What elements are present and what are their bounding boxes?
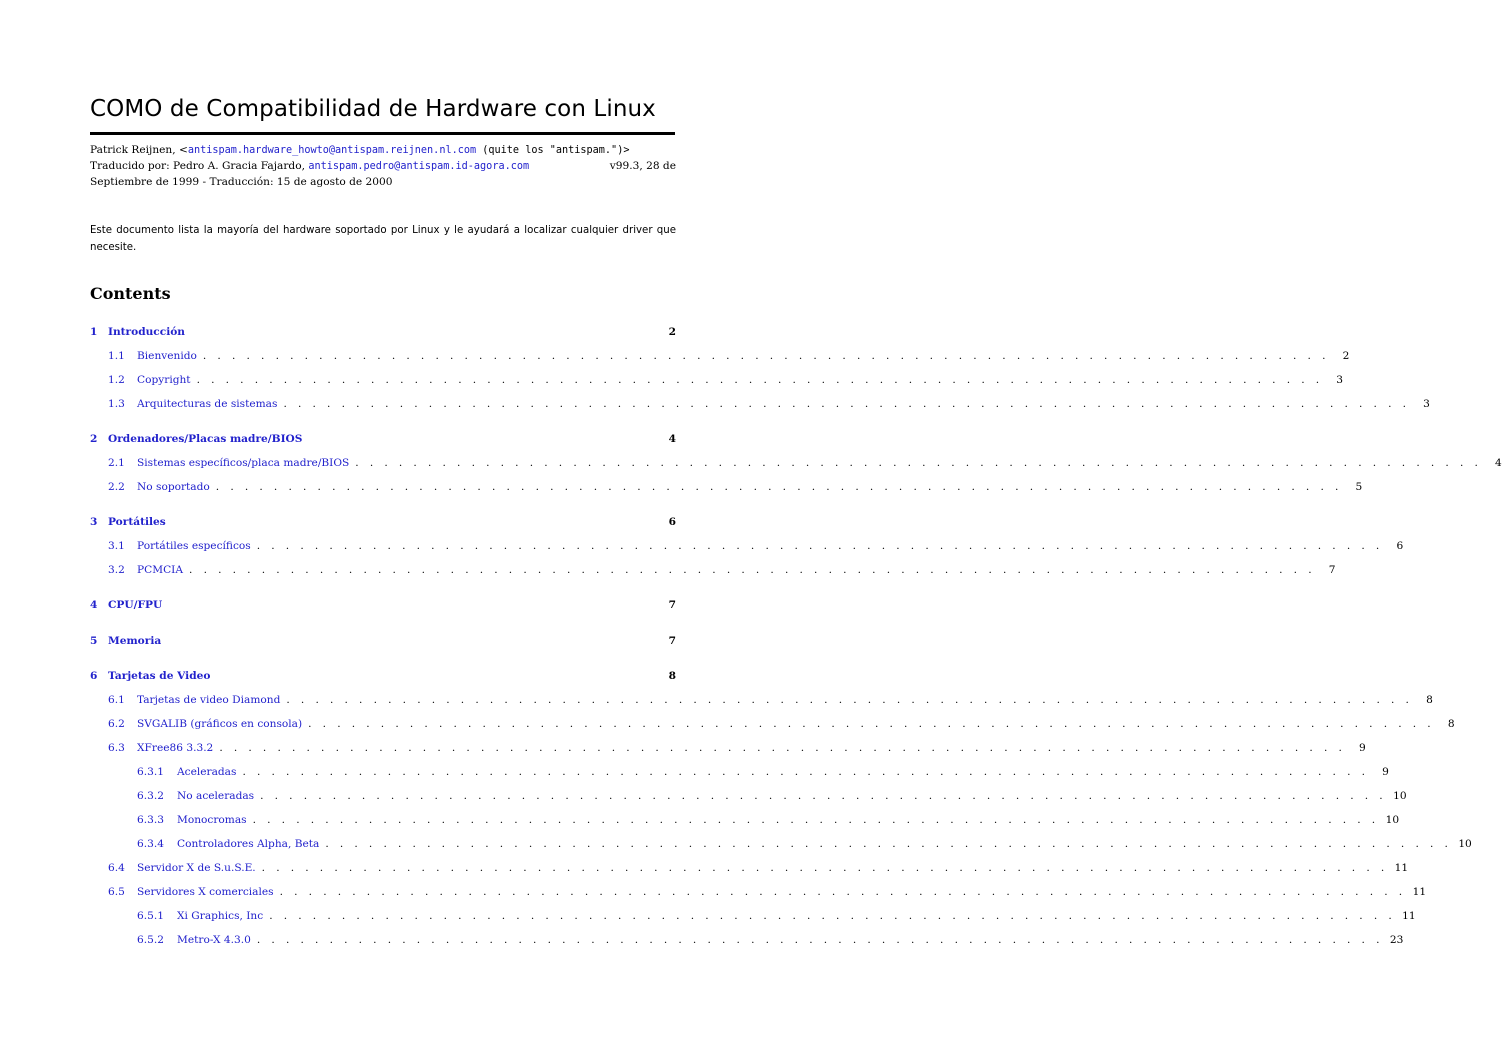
toc-number: 1.2	[108, 374, 125, 386]
toc-leader: . . . . . . . . . . . . . . . . . . . . . . . . . . . . . . . . . . . . . . . . . . . . . . . . . . . . . . . . . . . . . . . . . . . . . . . . . . . . . .	[283, 398, 1410, 410]
toc-title[interactable]: No soportado	[137, 481, 210, 493]
toc-title[interactable]: Portátiles específicos	[137, 540, 251, 552]
toc-entry[interactable]	[90, 599, 676, 615]
toc-number: 3.1	[108, 540, 125, 552]
author-block	[90, 142, 676, 190]
toc-number: 6.5	[108, 886, 125, 898]
toc-page: 2	[1342, 350, 1350, 362]
toc-entry[interactable]	[90, 838, 1472, 854]
toc-leader: . . . . . . . . . . . . . . . . . . . . . . . . . . . . . . . . . . . . . . . . . . . . . . . . . . . . . . . . . . . . . . . . . . . . . . . . . . . . . .	[256, 540, 1384, 552]
toc-title[interactable]: Metro-X 4.3.0	[177, 934, 251, 946]
toc-page: 4	[668, 433, 676, 445]
toc-entry[interactable]	[90, 398, 1430, 414]
contents-heading: Contents	[90, 284, 171, 303]
toc-page: 9	[1382, 766, 1389, 778]
toc-entry[interactable]	[90, 326, 676, 342]
toc-title[interactable]: No aceleradas	[177, 790, 255, 802]
toc-page: 23	[1389, 934, 1404, 946]
toc-entry[interactable]	[90, 374, 1344, 390]
toc-title[interactable]: Sistemas específicos/placa madre/BIOS	[137, 457, 350, 469]
toc-leader: . . . . . . . . . . . . . . . . . . . . . . . . . . . . . . . . . . . . . . . . . . . . . . . . . . . . . . . . . . . . . . . . . . . . . . . . . . . . . .	[261, 862, 1389, 874]
toc-page: 11	[1394, 862, 1409, 874]
toc-number: 2	[90, 433, 98, 445]
toc-number: 1.1	[108, 350, 125, 362]
toc-leader: . . . . . . . . . . . . . . . . . . . . . . . . . . . . . . . . . . . . . . . . . . . . . . . . . . . . . . . . . . . . . . . . . . . . . . . . . . . . . .	[196, 374, 1324, 386]
toc-title[interactable]: Bienvenido	[137, 350, 197, 362]
toc-title[interactable]: PCMCIA	[137, 564, 184, 576]
toc-title[interactable]: Ordenadores/Placas madre/BIOS	[108, 433, 303, 445]
toc-page: 6	[1396, 540, 1404, 552]
toc-entry[interactable]	[90, 564, 1336, 580]
toc-page: 7	[1328, 564, 1336, 576]
toc-page: 7	[668, 635, 676, 647]
author-line	[90, 142, 676, 158]
toc-leader: . . . . . . . . . . . . . . . . . . . . . . . . . . . . . . . . . . . . . . . . . . . . . . . . . . . . . . . . . . . . . . . . . . . . . . . . . . . . . .	[308, 718, 1435, 730]
toc-number: 4	[90, 599, 98, 611]
translator-prefix: Traducido por: Pedro A. Gracia Fajardo,	[90, 160, 309, 172]
toc-entry[interactable]	[90, 862, 1409, 878]
toc-leader: . . . . . . . . . . . . . . . . . . . . . . . . . . . . . . . . . . . . . . . . . . . . . . . . . . . . . . . . . . . . . . . . . . . . . . . . . . . . . .	[202, 350, 1330, 362]
toc-entry[interactable]	[90, 766, 1389, 782]
toc-number: 6.3	[108, 742, 125, 754]
toc-number: 6.4	[108, 862, 125, 874]
toc-title[interactable]: Monocromas	[177, 814, 247, 826]
toc-number: 6.5.1	[137, 910, 164, 922]
toc-entry[interactable]	[90, 516, 676, 532]
version-info: v99.3, 28 de	[609, 160, 676, 172]
toc-number: 1	[90, 326, 98, 338]
toc-number: 6.2	[108, 718, 125, 730]
toc-entry[interactable]	[90, 433, 676, 449]
toc-entry[interactable]	[90, 540, 1404, 556]
toc-leader: . . . . . . . . . . . . . . . . . . . . . . . . . . . . . . . . . . . . . . . . . . . . . . . . . . . . . . . . . . . . . . . . . . . . . . . . . . . . . .	[286, 694, 1413, 706]
toc-leader: . . . . . . . . . . . . . . . . . . . . . . . . . . . . . . . . . . . . . . . . . . . . . . . . . . . . . . . . . . . . . . . . . . . . . . . . . . . . . .	[279, 886, 1407, 898]
toc-entry[interactable]	[90, 886, 1427, 902]
toc-leader: . . . . . . . . . . . . . . . . . . . . . . . . . . . . . . . . . . . . . . . . . . . . . . . . . . . . . . . . . . . . . . . . . . . . . . . . . . . . . .	[355, 457, 1482, 469]
toc-page: 5	[1355, 481, 1363, 493]
toc-title[interactable]: Aceleradas	[177, 766, 237, 778]
toc-title[interactable]: Xi Graphics, Inc	[177, 910, 264, 922]
toc-leader: . . . . . . . . . . . . . . . . . . . . . . . . . . . . . . . . . . . . . . . . . . . . . . . . . . . . . . . . . . . . . . . . . . . . . . . . . . . . . .	[252, 814, 1380, 826]
toc-title[interactable]: SVGALIB (gráficos en consola)	[137, 718, 303, 730]
toc-number: 1.3	[108, 398, 125, 410]
translator-line	[90, 158, 676, 174]
toc-entry[interactable]	[90, 457, 1502, 473]
toc-entry[interactable]	[90, 934, 1404, 950]
toc-number: 6.3.2	[137, 790, 164, 802]
toc-title[interactable]: Servidor X de S.u.S.E.	[137, 862, 256, 874]
toc-number: 6	[90, 670, 98, 682]
toc-page: 10	[1393, 790, 1407, 802]
author-note: (quite los "antispam.")>	[476, 145, 630, 156]
date-line: Septiembre de 1999 - Traducción: 15 de agosto de 2000	[90, 176, 393, 188]
toc-entry[interactable]	[90, 694, 1433, 710]
author-email-link[interactable]: antispam.hardware_howto@antispam.reijnen.nl.com	[187, 145, 477, 156]
toc-page: 10	[1458, 838, 1472, 850]
toc-number: 6.5.2	[137, 934, 164, 946]
toc-leader: . . . . . . . . . . . . . . . . . . . . . . . . . . . . . . . . . . . . . . . . . . . . . . . . . . . . . . . . . . . . . . . . . . . . . . . . . . . . . .	[260, 790, 1387, 802]
toc-entry[interactable]	[90, 481, 1363, 497]
toc-title[interactable]: Introducción	[108, 326, 186, 338]
toc-entry[interactable]	[90, 718, 1455, 734]
toc-title[interactable]: Portátiles	[108, 516, 166, 528]
toc-title[interactable]: Controladores Alpha, Beta	[177, 838, 320, 850]
toc-entry[interactable]	[90, 814, 1400, 830]
toc-number: 6.3.3	[137, 814, 164, 826]
toc-title[interactable]: XFree86 3.3.2	[137, 742, 214, 754]
toc-page: 11	[1402, 910, 1416, 922]
title-rule	[90, 132, 675, 135]
toc-number: 6.3.4	[137, 838, 164, 850]
toc-entry[interactable]	[90, 910, 1416, 926]
toc-title[interactable]: Copyright	[137, 374, 191, 386]
toc-page: 3	[1423, 398, 1430, 410]
toc-leader: . . . . . . . . . . . . . . . . . . . . . . . . . . . . . . . . . . . . . . . . . . . . . . . . . . . . . . . . . . . . . . . . . . . . . . . . . . . . . .	[219, 742, 1346, 754]
toc-page: 8	[1426, 694, 1433, 706]
toc-title[interactable]: Arquitecturas de sistemas	[137, 398, 278, 410]
toc-number: 3	[90, 516, 98, 528]
toc-leader: . . . . . . . . . . . . . . . . . . . . . . . . . . . . . . . . . . . . . . . . . . . . . . . . . . . . . . . . . . . . . . . . . . . . . . . . . . . . . .	[242, 766, 1369, 778]
document-title: COMO de Compatibilidad de Hardware con Linux	[90, 96, 656, 122]
toc-entry[interactable]	[90, 742, 1366, 758]
toc-page: 11	[1412, 886, 1427, 898]
toc-page: 8	[668, 670, 676, 682]
toc-number: 6.1	[108, 694, 125, 706]
toc-entry[interactable]	[90, 670, 676, 686]
toc-leader: . . . . . . . . . . . . . . . . . . . . . . . . . . . . . . . . . . . . . . . . . . . . . . . . . . . . . . . . . . . . . . . . . . . . . . . . . . . . . .	[325, 838, 1452, 850]
toc-page: 8	[1447, 718, 1455, 730]
toc-leader: . . . . . . . . . . . . . . . . . . . . . . . . . . . . . . . . . . . . . . . . . . . . . . . . . . . . . . . . . . . . . . . . . . . . . . . . . . . . . .	[256, 934, 1384, 946]
toc-title[interactable]: Servidores X comerciales	[137, 886, 274, 898]
toc-title[interactable]: Tarjetas de video Diamond	[137, 694, 281, 706]
toc-page: 3	[1336, 374, 1344, 386]
toc-page: 9	[1359, 742, 1366, 754]
toc-number: 5	[90, 635, 98, 647]
toc-title[interactable]: Tarjetas de Video	[108, 670, 211, 682]
toc-number: 2.1	[108, 457, 125, 469]
toc-leader: . . . . . . . . . . . . . . . . . . . . . . . . . . . . . . . . . . . . . . . . . . . . . . . . . . . . . . . . . . . . . . . . . . . . . . . . . . . . . .	[269, 910, 1396, 922]
toc-number: 2.2	[108, 481, 125, 493]
toc-leader: . . . . . . . . . . . . . . . . . . . . . . . . . . . . . . . . . . . . . . . . . . . . . . . . . . . . . . . . . . . . . . . . . . . . . . . . . . . . . .	[215, 481, 1343, 493]
author-name: Patrick Reijnen, <	[90, 144, 188, 156]
toc-entry[interactable]	[90, 635, 676, 651]
toc-entry[interactable]	[90, 790, 1407, 806]
translator-email-link[interactable]: antispam.pedro@antispam.id-agora.com	[308, 161, 530, 172]
toc-entry[interactable]	[90, 350, 1350, 366]
toc-page: 6	[668, 516, 676, 528]
toc-page: 10	[1385, 814, 1400, 826]
toc-page: 4	[1495, 457, 1502, 469]
toc-leader: . . . . . . . . . . . . . . . . . . . . . . . . . . . . . . . . . . . . . . . . . . . . . . . . . . . . . . . . . . . . . . . . . . . . . . . . . . . . . .	[189, 564, 1316, 576]
toc-page: 7	[668, 599, 676, 611]
toc-page: 2	[668, 326, 676, 338]
toc-title[interactable]: CPU/FPU	[108, 599, 163, 611]
abstract: Este documento lista la mayoría del hardware soportado por Linux y le ayudará a localizar cualquier driver que necesite.	[90, 225, 676, 253]
toc-number: 6.3.1	[137, 766, 164, 778]
toc-number: 3.2	[108, 564, 125, 576]
toc-title[interactable]: Memoria	[108, 635, 162, 647]
